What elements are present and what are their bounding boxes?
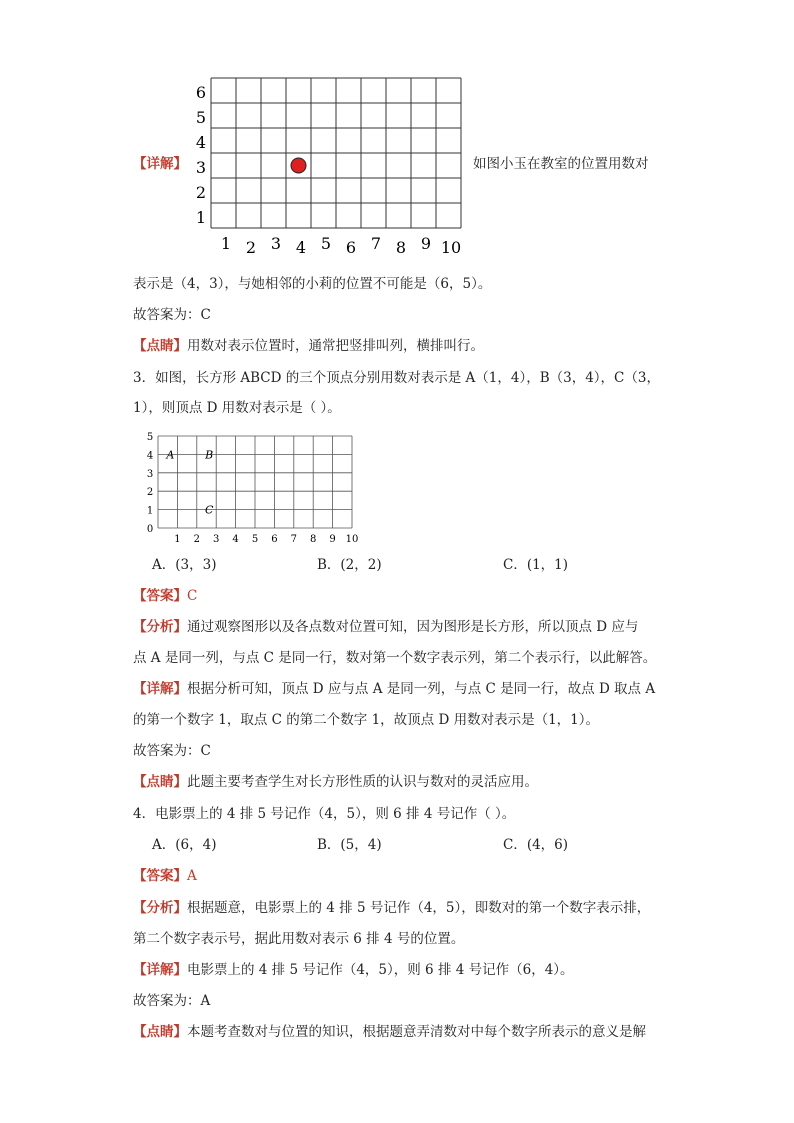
q3-analysis-2: 点 A 是同一列，与点 C 是同一行，数对第一个数字表示列，第二个表示行，以此解答。 [133,650,657,666]
q4-stem: 4．电影票上的 4 排 5 号记作（4，5），则 6 排 4 号记作（ ）。 [133,806,516,822]
grid1-y-label: 2 [195,183,207,202]
grid2-x-label: 7 [290,534,297,545]
grid1-x-label: 8 [395,238,407,257]
top-tip [133,336,484,356]
grid2-x-label: 5 [251,534,259,545]
tip-tag: 【点睛】 [133,338,187,354]
q3-option-c: C．(1，1) [503,557,569,573]
side-text: 如图小玉在教室的位置用数对 [473,156,649,172]
grid2-x-label: 8 [310,534,317,545]
grid1-x-label: 6 [345,238,357,257]
grid2-x-label: 6 [271,534,278,545]
q4-answer-line: 故答案为：A [133,993,211,1009]
q3-detail-2: 的第一个数字 1，取点 C 的第二个数字 1，故顶点 D 用数对表示是（1，1）。 [133,712,600,728]
q4-detail: 【详解】电影票上的 4 排 5 号记作（4，5），则 6 排 4 号记作（6，4）。 [133,962,574,978]
q4-option-a: A．(6，4) [152,837,217,853]
grid1-point [291,158,306,173]
grid2-x-label: 4 [232,534,239,545]
grid1-figure [185,70,475,260]
grid2-y-label: 2 [146,487,154,499]
q3-tip: 【点睛】此题主要考查学生对长方形性质的认识与数对的灵活应用。 [133,774,538,790]
grid1-x-label: 7 [370,234,382,253]
grid2-y-label: 5 [146,432,154,443]
grid1-x-label: 1 [220,234,232,253]
grid2-point-label: A [166,448,175,462]
grid2-figure [140,428,365,546]
top-line1: 表示是（4，3），与她相邻的小莉的位置不可能是（6，5）。 [133,276,492,292]
grid2-y-label: 3 [146,468,154,480]
grid2-point-label: C [204,503,214,517]
grid1-x-label: 9 [420,234,432,253]
grid1-y-label: 3 [195,158,207,177]
q4-option-c: C．(4，6) [503,837,569,853]
grid2-x-label: 2 [193,534,200,545]
q3-option-a: A．(3，3) [152,557,217,573]
detail-tag-1: 【详解】 [133,156,187,172]
q4-answer: 【答案】A [133,868,197,884]
q3-analysis-1: 【分析】通过观察图形以及各点数对位置可知，因为图形是长方形，所以顶点 D 应与 [133,619,639,635]
grid1-x-label: 2 [245,238,257,257]
grid1-y-label: 4 [195,133,207,152]
tip-text: 用数对表示位置时，通常把竖排叫列，横排叫行。 [187,338,484,354]
grid2-y-label: 1 [146,505,154,517]
grid2-x-label: 10 [345,534,359,545]
q4-tip: 【点睛】本题考查数对与位置的知识，根据题意弄清数对中每个数字所表示的意义是解 [133,1024,646,1040]
grid1-y-label: 5 [195,108,207,127]
grid1-y-label: 6 [195,83,207,102]
q4-analysis-1: 【分析】根据题意，电影票上的 4 排 5 号记作（4，5），即数对的第一个数字表示排， [133,900,651,916]
q3-stem-1: 3．如图，长方形 ABCD 的三个顶点分别用数对表示是 A（1，4），B（3，4），C（3， [133,370,660,386]
grid1-x-label: 4 [295,238,307,257]
grid2-x-label: 3 [213,534,220,545]
q3-stem-2: 1），则顶点 D 用数对表示是（ ）。 [133,400,341,416]
grid2-x-label: 1 [174,534,181,545]
grid1-y-label: 1 [195,208,207,227]
q3-answer: 【答案】C [133,588,198,604]
grid1-x-label: 10 [440,238,462,257]
q4-analysis-2: 第二个数字表示号，据此用数对表示 6 排 4 号的位置。 [133,931,465,947]
grid2-point-label: B [205,448,214,462]
q3-option-b: B．(2，2) [317,557,382,573]
q3-detail-1: 【详解】根据分析可知，顶点 D 应与点 A 是同一列，与点 C 是同一行，故点 D 取点 A [133,681,656,697]
grid2-y-label: 0 [146,524,154,535]
grid2-y-label: 4 [146,450,154,462]
q3-answer-line: 故答案为：C [133,743,211,759]
grid1-x-label: 5 [320,234,332,253]
grid1-x-label: 3 [270,234,282,253]
top-answer-line: 故答案为：C [133,307,211,323]
q4-option-b: B．(5，4) [317,837,382,853]
grid2-x-label: 9 [329,534,336,545]
